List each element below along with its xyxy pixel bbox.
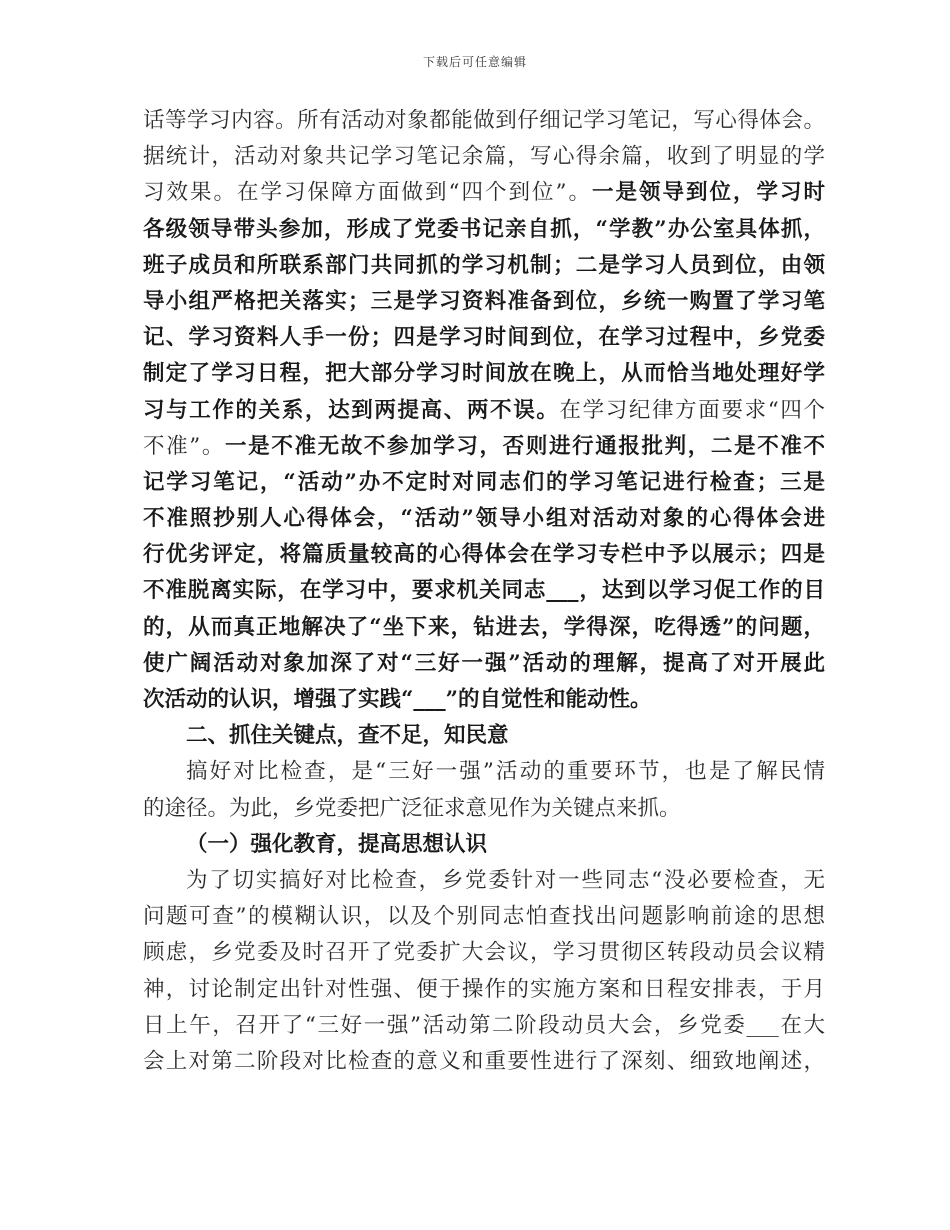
text-line — [143, 284, 825, 320]
text-segment: 据统计，活动对象共记学习笔记余篇，写心得余篇，收到了明显的学 — [143, 144, 825, 170]
bold-text-segment: 一是领导到位，学习时 — [591, 180, 825, 206]
bold-text-segment: 不准照抄别人心得体会，“活动”领导小组对活动对象的心得体会进 — [143, 506, 825, 532]
bold-text-segment: 记、学习资料人手一份；四是学习时间到位，在学习过程中，乡党委 — [143, 325, 825, 351]
bold-text-segment: 班子成员和所联系部门共同抓的学习机制；二是学习人员到位，由领 — [143, 252, 825, 278]
text-segment: 会上对第二阶段对比检查的意义和重要性进行了深刻、细致地阐述， — [143, 1048, 825, 1074]
text-segment: 顾虑，乡党委及时召开了党委扩大会议，学习贯彻区转段动员会议精 — [143, 940, 825, 966]
bold-text-segment: 制定了学习日程，把大部分学习时间放在晚上，从而恰当地处理好学 — [143, 361, 825, 387]
text-line — [143, 899, 825, 935]
text-line — [143, 1044, 825, 1080]
text-line — [143, 863, 825, 899]
text-line — [143, 429, 825, 465]
text-line — [143, 393, 825, 429]
text-line — [143, 935, 825, 971]
text-line — [143, 537, 825, 573]
text-segment: 搞好对比检查，是“三好一强”活动的重要环节，也是了解民情 — [186, 759, 825, 785]
bold-text-segment: 习与工作的关系，达到两提高、两不误。 — [143, 397, 560, 423]
body-text — [143, 103, 825, 1080]
bold-text-segment: 不准脱离实际，在学习中，要求机关同志___，达到以学习促工作的目 — [143, 578, 825, 604]
text-segment: 在学习纪律方面要求“四个 — [559, 397, 825, 423]
bold-text-segment: 使广阔活动对象加深了对“三好一强”活动的理解，提高了对开展此 — [143, 650, 825, 676]
bold-text-segment: 次活动的认识，增强了实践“___”的自觉性和能动性。 — [143, 687, 652, 712]
text-line — [143, 501, 825, 537]
text-line — [143, 212, 825, 248]
text-segment: 为了切实搞好对比检查，乡党委针对一些同志“没必要检查，无 — [186, 867, 825, 893]
text-line — [143, 1008, 825, 1044]
text-line — [143, 103, 825, 139]
text-segment: 日上午，召开了“三好一强”活动第二阶段动员大会，乡党委___在大 — [143, 1012, 825, 1038]
text-segment: 习效果。在学习保障方面做到“四个到位”。 — [143, 180, 592, 206]
text-line — [143, 320, 825, 356]
text-line — [143, 646, 825, 682]
bold-text-segment: 行优劣评定，将篇质量较高的心得体会在学习专栏中予以展示；四是 — [143, 542, 825, 568]
text-line — [143, 356, 825, 392]
text-line — [143, 972, 825, 1008]
bold-text-segment: 一是不准无故不参加学习，否则进行通报批判，二是不准不 — [225, 433, 825, 459]
bold-text-segment: 导小组严格把关落实；三是学习资料准备到位，乡统一购置了学习笔 — [143, 288, 825, 314]
header-note: 下载后可任意编辑 — [422, 55, 527, 69]
text-line — [143, 827, 825, 863]
text-segment: 话等学习内容。所有活动对象都能做到仔细记学习笔记，写心得体会。 — [143, 108, 825, 133]
text-line — [143, 610, 825, 646]
text-segment: 的途径。为此，乡党委把广泛征求意见作为关键点来抓。 — [143, 795, 681, 821]
text-line — [143, 139, 825, 175]
text-line — [143, 682, 825, 718]
text-line — [143, 465, 825, 501]
text-segment: 神，讨论制定出针对性强、便于操作的实施方案和日程安排表，于月 — [143, 976, 825, 1002]
text-line — [143, 573, 825, 609]
bold-text-segment: 记学习笔记，“活动”办不定时对同志们的学习笔记进行检查；三是 — [143, 469, 825, 495]
text-line — [143, 718, 825, 754]
bold-text-segment: （一）强化教育，提高思想认识 — [186, 831, 488, 857]
text-line — [143, 791, 825, 827]
bold-text-segment: 各级领导带头参加，形成了党委书记亲自抓，“学教”办公室具体抓， — [143, 216, 825, 242]
bold-text-segment: 二、抓住关键点，查不足，知民意 — [186, 723, 509, 749]
bold-text-segment: 的，从而真正地解决了“坐下来，钻进去，学得深，吃得透”的问题， — [143, 614, 825, 640]
text-line — [143, 248, 825, 284]
text-line — [143, 754, 825, 790]
text-segment: 问题可查”的模糊认识，以及个别同志怕查找出问题影响前途的思想 — [143, 904, 825, 930]
text-line — [143, 175, 825, 211]
text-segment: 不准”。 — [143, 433, 226, 459]
